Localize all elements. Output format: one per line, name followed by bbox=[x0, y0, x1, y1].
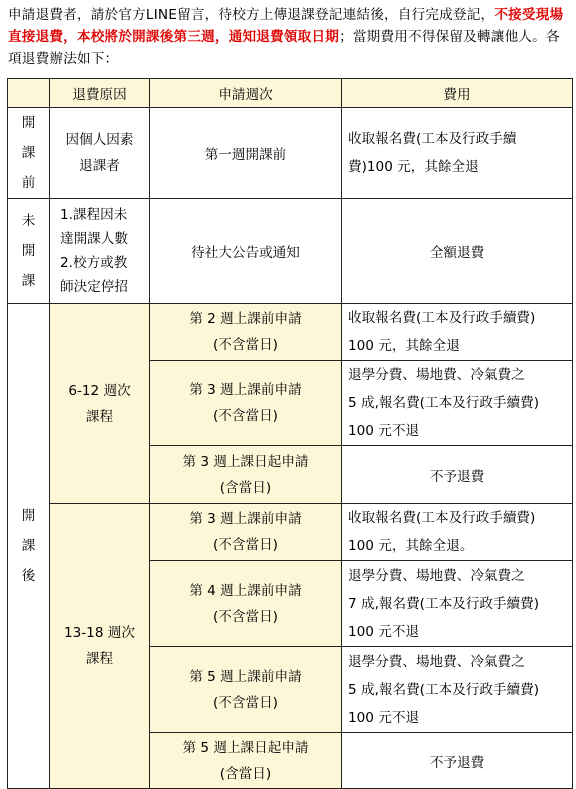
label-char: 後 bbox=[21, 568, 36, 584]
fee-line: 費)100 元，其餘全退 bbox=[348, 159, 479, 175]
table-row bbox=[8, 504, 573, 561]
fee-cell: 不予退費 bbox=[342, 446, 573, 504]
period-line: 第 5 週上課前申請 bbox=[189, 668, 302, 685]
period-line: (含當日) bbox=[219, 765, 272, 782]
fee-line: 100 元，其餘全退 bbox=[348, 338, 460, 354]
reason-line: 師決定停招 bbox=[60, 279, 128, 295]
period-cell bbox=[150, 446, 342, 504]
fee-line: 收取報名費(工本及行政手續 bbox=[348, 131, 517, 147]
table-header-row bbox=[8, 79, 573, 108]
reason-line: 6-12 週次 bbox=[68, 382, 131, 399]
fee-line: 收取報名費(工本及行政手續費) bbox=[348, 310, 536, 326]
fee-line: 退學分費、場地費、冷氣費之 bbox=[348, 567, 525, 584]
period-line: (不含當日) bbox=[213, 694, 278, 711]
fee-line: 100 元不退 bbox=[348, 709, 420, 726]
period-cell: 待社大公告或通知 bbox=[150, 199, 342, 304]
intro-text-end: ；當期費用不得保留及轉讓他人。各項退費辦法如下： bbox=[8, 29, 560, 67]
reason-line: 1.課程因未 bbox=[60, 207, 128, 223]
fee-line: 收取報名費(工本及行政手續費) bbox=[348, 510, 536, 526]
fee-line: 退學分費、場地費、冷氣費之 bbox=[348, 653, 525, 670]
intro-paragraph bbox=[8, 4, 572, 70]
header-cell-blank bbox=[8, 79, 50, 108]
row-label-not-opened bbox=[8, 199, 50, 304]
reason-line: 課程 bbox=[85, 408, 114, 425]
period-cell bbox=[150, 361, 342, 446]
row-label-before bbox=[8, 108, 50, 199]
fee-line: 5 成,報名費(工本及行政手續費) bbox=[348, 681, 540, 698]
period-line: (不含當日) bbox=[213, 408, 278, 424]
period-cell bbox=[150, 561, 342, 647]
table-row bbox=[8, 304, 573, 361]
reason-cell-6-12 bbox=[50, 304, 150, 504]
table-row-before bbox=[8, 108, 573, 199]
fee-line: 5 成,報名費(工本及行政手續費) bbox=[348, 395, 540, 411]
reason-line: 退課者 bbox=[79, 158, 120, 174]
reason-line: 因個人因素 bbox=[65, 132, 134, 148]
intro-warning: 不接受現場直接退費，本校將於開課後第三週，通知退費領取日期 bbox=[8, 7, 564, 45]
fee-cell bbox=[342, 504, 573, 561]
reason-line: 2.校方或教 bbox=[60, 255, 128, 271]
header-period: 申請週次 bbox=[150, 79, 342, 108]
label-char: 課 bbox=[21, 273, 36, 289]
fee-cell: 不予退費 bbox=[342, 733, 573, 789]
fee-cell bbox=[342, 361, 573, 446]
refund-table bbox=[7, 78, 573, 789]
reason-cell bbox=[50, 108, 150, 199]
label-char: 未 bbox=[21, 213, 36, 229]
header-fee: 費用 bbox=[342, 79, 573, 108]
fee-cell: 全額退費 bbox=[342, 199, 573, 304]
reason-line: 課程 bbox=[85, 651, 114, 667]
label-char: 課 bbox=[21, 145, 36, 161]
period-line: 第 3 週上課前申請 bbox=[189, 382, 302, 398]
table-row-not-opened bbox=[8, 199, 573, 304]
header-reason: 退費原因 bbox=[50, 79, 150, 108]
period-cell bbox=[150, 304, 342, 361]
period-line: 第 5 週上課日起申請 bbox=[182, 739, 309, 756]
label-char: 前 bbox=[21, 175, 36, 191]
fee-cell bbox=[342, 647, 573, 733]
label-char: 開 bbox=[21, 115, 36, 131]
period-line: (不含當日) bbox=[213, 608, 278, 625]
fee-line: 7 成,報名費(工本及行政手續費) bbox=[348, 595, 540, 612]
reason-cell bbox=[50, 199, 150, 304]
reason-line: 達開課人數 bbox=[60, 231, 128, 247]
fee-line: 100 元不退 bbox=[348, 423, 420, 439]
period-cell bbox=[150, 647, 342, 733]
fee-line: 100 元，其餘全退。 bbox=[348, 538, 474, 554]
reason-cell-13-18 bbox=[50, 504, 150, 789]
intro-text: 申請退費者，請於官方LINE留言，待校方上傳退課登記連結後，自行完成登記， bbox=[8, 7, 495, 23]
period-line: 第 2 週上課前申請 bbox=[189, 311, 302, 327]
fee-line: 退學分費、場地費、冷氣費之 bbox=[348, 367, 525, 383]
fee-cell bbox=[342, 108, 573, 199]
label-char: 課 bbox=[21, 538, 36, 554]
period-line: (含當日) bbox=[219, 479, 272, 496]
fee-cell bbox=[342, 304, 573, 361]
period-cell bbox=[150, 504, 342, 561]
label-char: 開 bbox=[21, 243, 36, 259]
period-line: 第 3 週上課前申請 bbox=[189, 511, 302, 527]
period-cell bbox=[150, 733, 342, 789]
period-line: (不含當日) bbox=[213, 337, 278, 353]
period-line: 第 4 週上課前申請 bbox=[189, 582, 302, 599]
period-cell: 第一週開課前 bbox=[150, 108, 342, 199]
fee-cell bbox=[342, 561, 573, 647]
row-label-after bbox=[8, 304, 50, 789]
fee-line: 100 元不退 bbox=[348, 623, 420, 640]
reason-line: 13-18 週次 bbox=[63, 625, 135, 641]
label-char: 開 bbox=[21, 508, 36, 524]
period-line: (不含當日) bbox=[213, 537, 278, 553]
period-line: 第 3 週上課日起申請 bbox=[182, 453, 309, 470]
